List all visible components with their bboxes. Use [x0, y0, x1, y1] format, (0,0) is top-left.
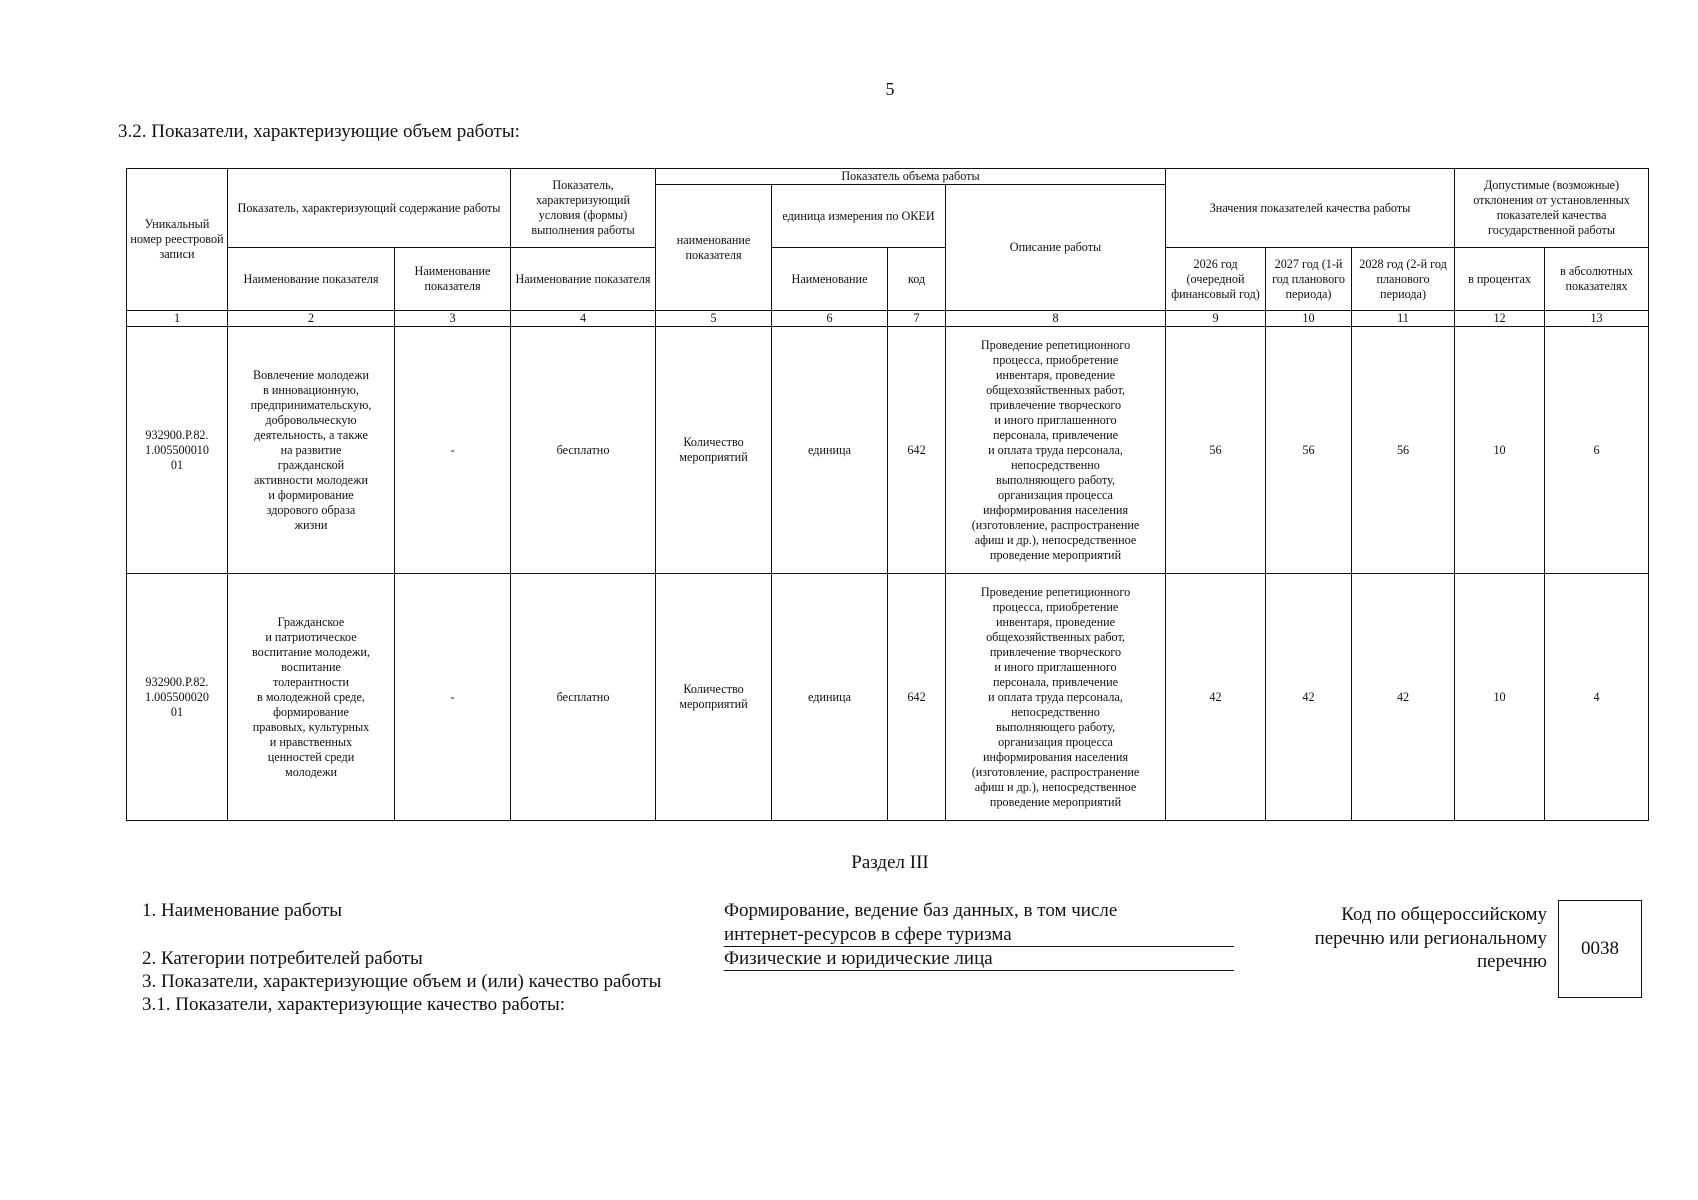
- work-name-value-line2: интернет-ресурсов в сфере туризма: [724, 924, 1234, 947]
- header-values-group: Значения показателей качества работы: [1166, 169, 1455, 248]
- value-2027-cell: 42: [1266, 574, 1352, 821]
- deviation-absolute-cell: 6: [1545, 327, 1649, 574]
- page-number: 5: [885, 79, 895, 99]
- condition-cell: бесплатно: [511, 574, 656, 821]
- header-deviation-group: Допустимые (возможные) отклонения от установленных показателей качества государственной работы: [1455, 169, 1649, 248]
- column-number: 10: [1266, 311, 1352, 327]
- header-conditions-group: Показатель, характеризующий условия (формы) выполнения работы: [511, 169, 656, 248]
- column-number: 13: [1545, 311, 1649, 327]
- column-number: 9: [1166, 311, 1266, 327]
- column-number: 11: [1352, 311, 1455, 327]
- header-content-group: Показатель, характеризующий содержание работы: [228, 169, 511, 248]
- header-indicator-name: наименование показателя: [656, 185, 772, 311]
- indicators-label: 3. Показатели, характеризующие объем и (или) качество работы: [142, 971, 662, 992]
- section-title: Раздел III: [851, 852, 929, 873]
- column-number: 12: [1455, 311, 1545, 327]
- quality-indicators-label: 3.1. Показатели, характеризующие качество работы:: [142, 994, 566, 1015]
- registry-number-cell: 932900.Р.82. 1.005500020 01: [127, 574, 228, 821]
- unit-name-cell: единица: [772, 327, 888, 574]
- work-description-cell: Проведение репетиционного процесса, приобретение инвентаря, проведение общехозяйственных работ, привлечение творческого и иного приглашенного персонала, привлечение и оплата труда персонала, непосредственно выполняющего работу, организация процесса информирования населения (изготовление, распространение афиш и др.), непосредственное проведение мероприятий: [946, 327, 1166, 574]
- registry-number-cell: 932900.Р.82. 1.005500010 01: [127, 327, 228, 574]
- work-name-label: 1. Наименование работы: [142, 900, 343, 921]
- deviation-percent-cell: 10: [1455, 574, 1545, 821]
- registry-code-label: Код по общероссийскому перечню или региональному перечню: [1314, 904, 1547, 972]
- unit-code-cell: 642: [888, 574, 946, 821]
- work-volume-table: [126, 168, 1649, 821]
- deviation-absolute-cell: 4: [1545, 574, 1649, 821]
- header-year-2027: 2027 год (1-й год планового периода): [1266, 248, 1352, 311]
- header-in-percent: в процентах: [1455, 248, 1545, 311]
- consumers-label: 2. Категории потребителей работы: [142, 948, 423, 969]
- header-registry-number: Уникальный номер реестровой записи: [127, 169, 228, 311]
- header-year-2028: 2028 год (2-й год планового периода): [1352, 248, 1455, 311]
- header-in-absolute: в абсолютных показателях: [1545, 248, 1649, 311]
- registry-code-box: [1558, 900, 1642, 998]
- column-number: 8: [946, 311, 1166, 327]
- column-number: 6: [772, 311, 888, 327]
- header-unit-group: единица измерения по ОКЕИ: [772, 185, 946, 248]
- header-content-name-1: Наименование показателя: [228, 248, 395, 311]
- header-unit-name: Наименование: [772, 248, 888, 311]
- column-number: 3: [395, 311, 511, 327]
- table-row: [127, 327, 1649, 574]
- column-number: 1: [127, 311, 228, 327]
- header-volume-group: Показатель объема работы: [656, 169, 1166, 185]
- column-number: 5: [656, 311, 772, 327]
- content-cell: Вовлечение молодежи в инновационную, предпринимательскую, добровольческую деятельность, а также на развитие гражданской активности молодежи и формирование здорового образа жизни: [228, 327, 395, 574]
- table-row: [127, 574, 1649, 821]
- work-description-cell: Проведение репетиционного процесса, приобретение инвентаря, проведение общехозяйственных работ, привлечение творческого и иного приглашенного персонала, привлечение и оплата труда персонала, непосредственно выполняющего работу, организация процесса информирования населения (изготовление, распространение афиш и др.), непосредственное проведение мероприятий: [946, 574, 1166, 821]
- header-work-description: Описание работы: [946, 185, 1166, 311]
- indicator-cell: Количество мероприятий: [656, 327, 772, 574]
- header-condition-name: Наименование показателя: [511, 248, 656, 311]
- deviation-percent-cell: 10: [1455, 327, 1545, 574]
- registry-code-value: 0038: [1581, 938, 1619, 959]
- header-content-name-2: Наименование показателя: [395, 248, 511, 311]
- unit-code-cell: 642: [888, 327, 946, 574]
- column-number: 7: [888, 311, 946, 327]
- unit-name-cell: единица: [772, 574, 888, 821]
- value-2028-cell: 56: [1352, 327, 1455, 574]
- header-year-2026: 2026 год (очередной финансовый год): [1166, 248, 1266, 311]
- value-2026-cell: 56: [1166, 327, 1266, 574]
- header-unit-code: код: [888, 248, 946, 311]
- content-cell: Гражданское и патриотическое воспитание молодежи, воспитание толерантности в молодежной среде, формирование правовых, культурных и нравственных ценностей среди молодежи: [228, 574, 395, 821]
- work-name-value-line1: Формирование, ведение баз данных, в том числе: [724, 900, 1118, 921]
- consumers-value: Физические и юридические лица: [724, 948, 1234, 971]
- value-2028-cell: 42: [1352, 574, 1455, 821]
- column-number: 2: [228, 311, 395, 327]
- indicator-cell: Количество мероприятий: [656, 574, 772, 821]
- condition-cell: бесплатно: [511, 327, 656, 574]
- section-heading: 3.2. Показатели, характеризующие объем работы:: [118, 121, 520, 142]
- value-2027-cell: 56: [1266, 327, 1352, 574]
- content-secondary-cell: -: [395, 574, 511, 821]
- column-number: 4: [511, 311, 656, 327]
- content-secondary-cell: -: [395, 327, 511, 574]
- value-2026-cell: 42: [1166, 574, 1266, 821]
